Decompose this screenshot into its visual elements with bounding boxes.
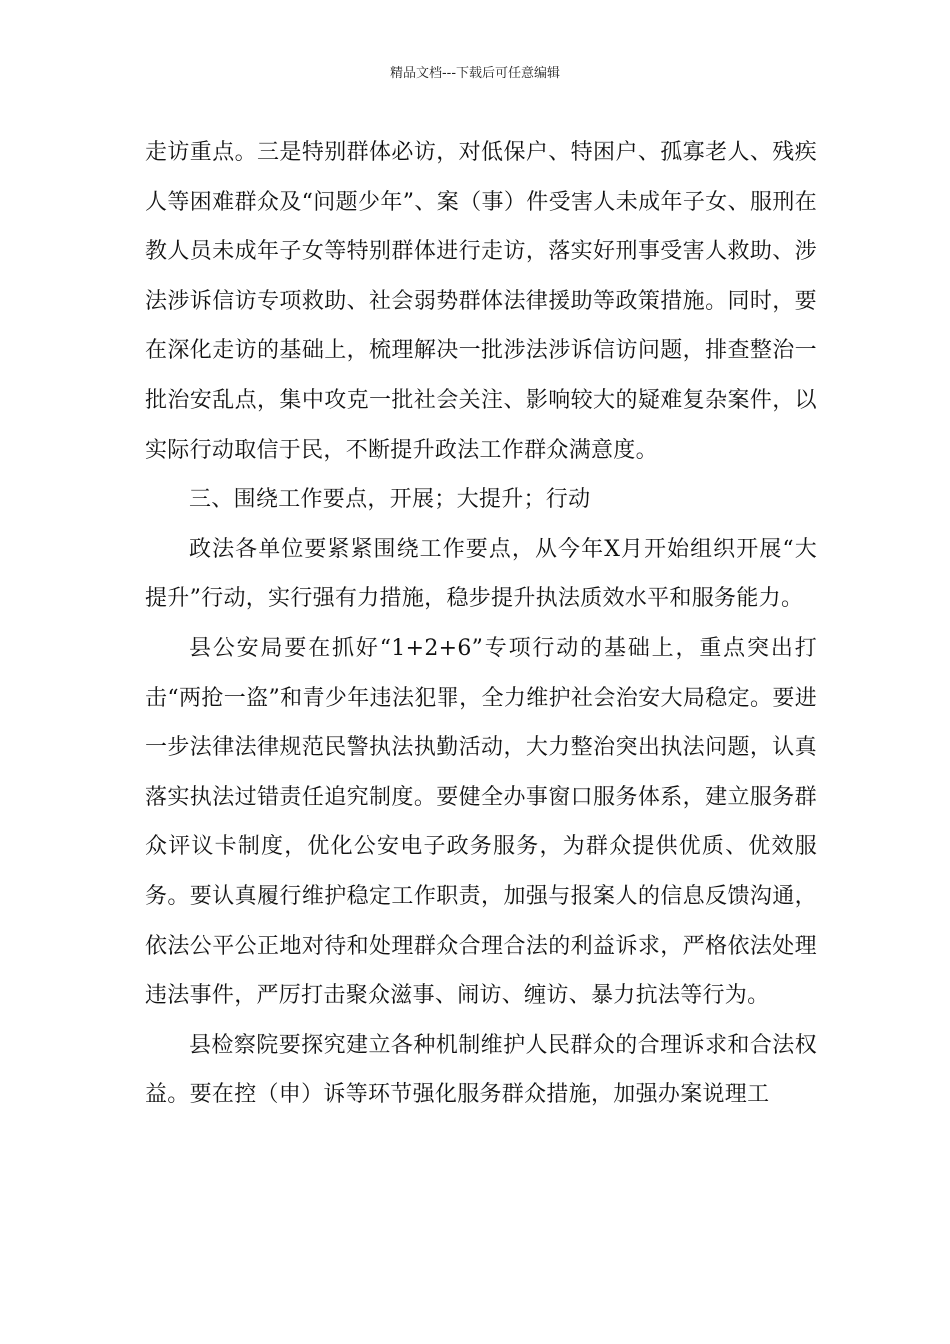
paragraph: 政法各单位要紧紧围绕工作要点，从今年X月开始组织开展“大提升”行动，实行强有力措施，稳步提升执法质效水平和服务能力。 bbox=[145, 536, 817, 612]
paragraph: 县公安局要在抓好“1+2+6”专项行动的基础上，重点突出打击“两抢一盗”和青少年违法犯罪，全力维护社会治安大局稳定。要进一步法律法律规范民警执法执勤活动，大力整治突出执法问题，认真落实执法过错责任追究制度。要健全办事窗口服务体系，建立服务群众评议卡制度，优化公安电子政务服务，为群众提供优质、优效服务。要认真履行维护稳定工作职责，加强与报案人的信息反馈沟通，依法公平公正地对待和处理群众合理合法的利益诉求，严格依法处理违法事件，严厉打击聚众滋事、闹访、缠访、暴力抗法等行为。 bbox=[145, 635, 817, 1009]
document-body bbox=[145, 128, 817, 1120]
paragraph-continuation: 走访重点。三是特别群体必访，对低保户、特困户、孤寡老人、残疾人等困难群众及“问题少年”、案（事）件受害人未成年子女、服刑在教人员未成年子女等特别群体进行走访，落实好刑事受害人救助、涉法涉诉信访专项救助、社会弱势群体法律援助等政策措施。同时，要在深化走访的基础上，梳理解决一批涉法涉诉信访问题，排查整治一批治安乱点，集中攻克一批社会关注、影响较大的疑难复杂案件，以实际行动取信于民，不断提升政法工作群众满意度。 bbox=[145, 140, 817, 463]
paragraph: 县检察院要探究建立各种机制维护人民群众的合理诉求和合法权益。要在控（申）诉等环节强化服务群众措施，加强办案说理工 bbox=[145, 1032, 817, 1108]
section-heading: 三、围绕工作要点，开展；大提升；行动 bbox=[189, 487, 591, 513]
page-header: 精品文档---下载后可任意编辑 bbox=[389, 66, 561, 81]
